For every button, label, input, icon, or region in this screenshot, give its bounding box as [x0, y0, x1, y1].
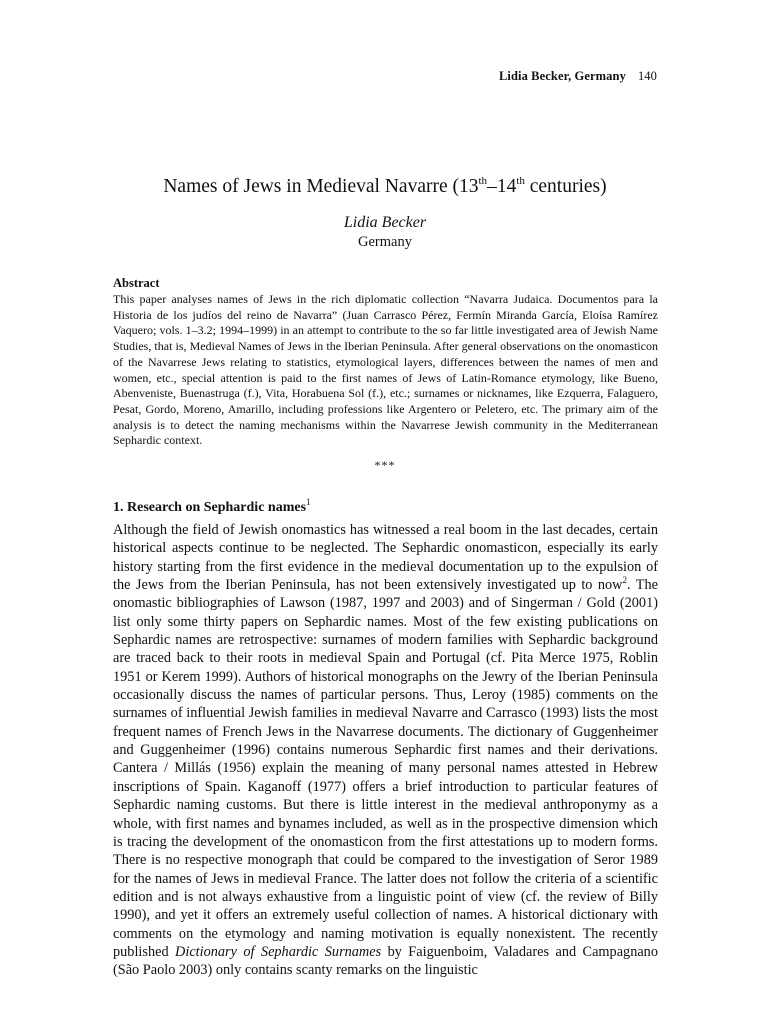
- title-superscript-2: th: [516, 175, 525, 187]
- body-text-1: Although the field of Jewish onomastics has witnessed a real boom in the last decades, certain historical aspects continue to be neglected. The Sephardic onomasticon, especially its early history starting from the first evidence in the medieval documentation up to the expulsion of the Jews from the Iberian Peninsula, has not been extensively investigated up to now: [113, 522, 658, 594]
- running-head: [499, 69, 657, 84]
- book-title: Dictionary of Sephardic Surnames: [175, 943, 382, 960]
- section-heading: [113, 497, 311, 516]
- body-text-3: by Faiguenboim, Valadares and Campagnano (São Paolo 2003) only contains scanty remarks on the linguistic: [113, 943, 658, 979]
- title-text-2: –14: [487, 176, 517, 197]
- paper-title: [0, 176, 770, 198]
- section-separator: ***: [374, 458, 396, 472]
- title-superscript-1: th: [478, 175, 488, 187]
- page-number: 140: [637, 69, 657, 83]
- title-text-3: centuries): [524, 176, 607, 197]
- running-head-author: Lidia Becker, Germany: [498, 69, 626, 83]
- author-affiliation: Germany: [358, 234, 412, 250]
- body-text-2: . The onomastic bibliographies of Lawson (1987, 1997 and 2003) and of Singerman / Gold (2001) list only some thirty papers on Sephardic names. Most of the few existing publications on Sephardic names are retrospective: surnames of modern families with Sephardic background are traced back to their roots in medieval Spain and Portugal (cf. Pita Merce 1975, Roblin 1951 or Kerem 1999). Authors of historical monographs on the Jewry of the Iberian Peninsula occasionally discuss the names of particular persons. Thus, Leroy (1985) comments on the surnames of influential Jewish families in medieval Navarre and Carrasco (1993) lists the most frequent names of French Jews in the Navarrese documents. The dictionary of Guggenheimer and Guggenheimer (1996) contains numerous Sephardic first names and their derivations. Cantera / Millás (1956) explain the meaning of many personal names attested in Hebrew inscriptions of Spain. Kaganoff (1977) offers a brief introduction to particular features of Sephardic naming customs. But there is little interest in the medieval anthroponymy as a whole, with first names and bynames included, as well as in the prospective dimension which is tracing the development of the onomasticon from the first attestations up to modern forms. There is no respective monograph that could be compared to the investigation of Seror 1989 for the names of Jews in medieval France. The latter does not follow the criteria of a scientific edition and is not always exhaustive from a linguistic point of view (cf. the review of Billy 1990), and yet it offers an extremely useful collection of names. A historical dictionary with comments on the etymology and naming motivation is equally nonexistent. The recently published: [113, 577, 659, 960]
- footnote-marker: 2: [622, 575, 628, 586]
- abstract-body: This paper analyses names of Jews in the rich diplomatic collection “Navarra Judaica. Documentos para la Historia de los judíos del reino de Navarra” (Juan Carrasco Pérez, Fermín Miranda García, Eloísa Ramírez Vaquero; vols. 1–3.2; 1994–1999) in an attempt to contribute to the so far little investigated area of Jewish Name Studies, that is, Medieval Names of Jews in the Iberian Peninsula. After general observations on the onomasticon of the Navarrese Jews relating to statistics, etymological layers, differences between the names of men and women, etc., special attention is paid to the first names of Jews of Latin-Romance etymology, like Bueno, Abenveniste, Buenastruga (f.), Vita, Horabuena Sol (f.), etc.; surnames or nicknames, like Ezquerra, Falaguero, Pesat, Gordo, Moreno, Amarillo, including professions like Argentero or Peletero, etc. The primary aim of the analysis is to detect the naming mechanisms within the Navarrese Jewish community in the Mediterranean Sephardic context.: [113, 292, 658, 448]
- footnote-marker: 1: [306, 497, 311, 507]
- section-heading-text: 1. Research on Sephardic names: [113, 500, 307, 515]
- abstract-heading: Abstract: [113, 276, 160, 290]
- author-name: Lidia Becker: [343, 214, 427, 231]
- section-body: [113, 521, 658, 980]
- title-text-1: Names of Jews in Medieval Navarre (13: [163, 176, 479, 197]
